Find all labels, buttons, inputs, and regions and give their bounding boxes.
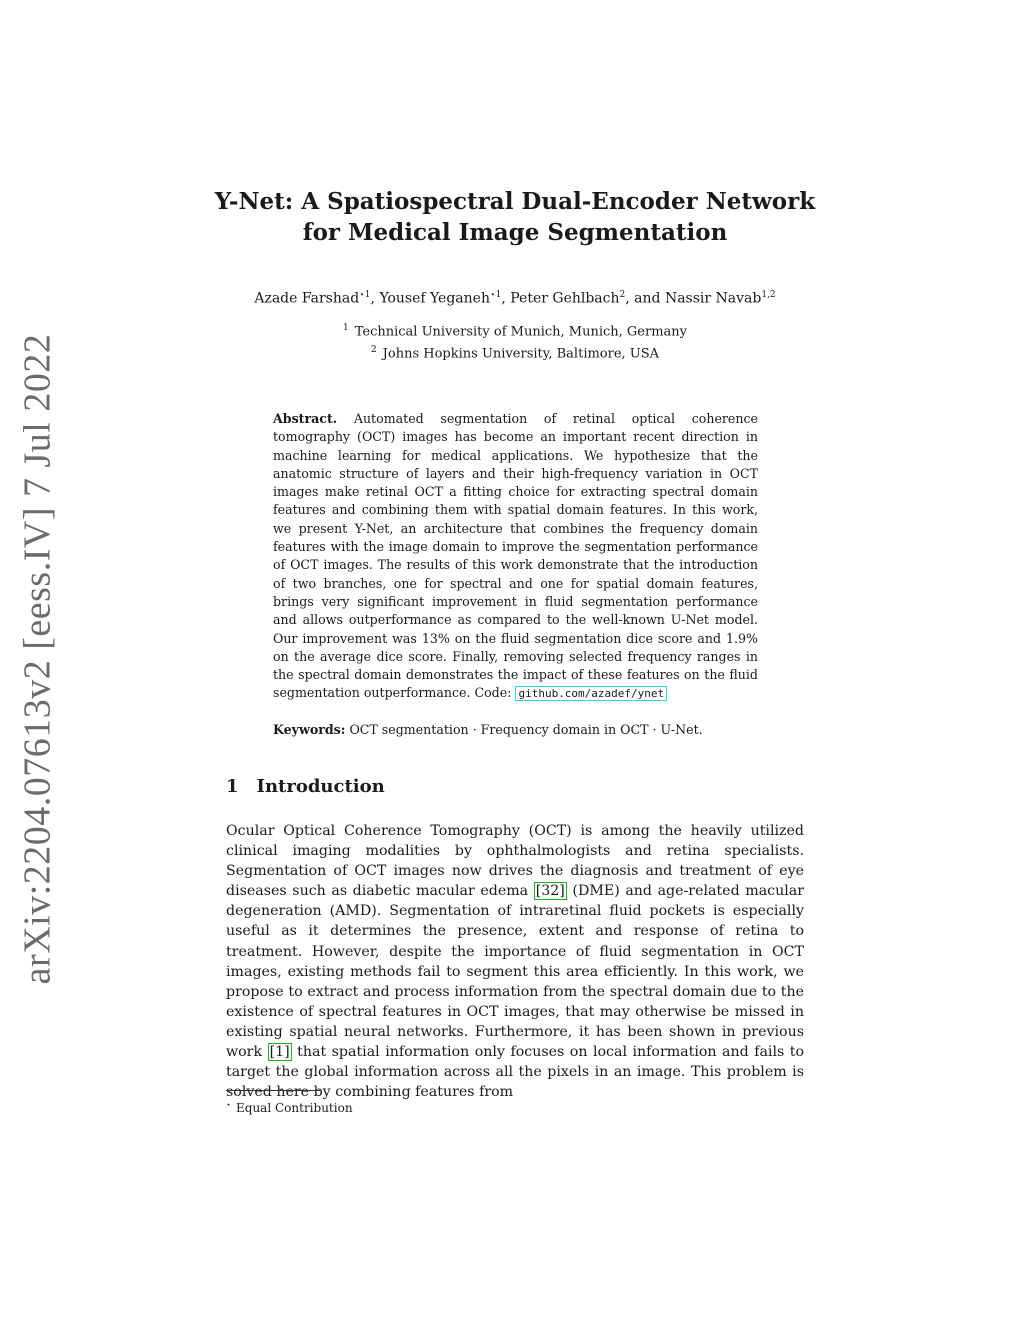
author-name: Peter Gehlbach <box>510 290 620 307</box>
citation-link[interactable]: [32] <box>535 883 565 900</box>
author-name: Nassir Navab <box>664 290 762 307</box>
author-affiliation-mark: 2 <box>619 290 626 300</box>
citation-link[interactable]: [1] <box>269 1044 290 1061</box>
intro-text: Ocular Optical Coherence Tomography (OCT) is among the heavily utilized clinical imaging modalities by ophthalmologists and retina specialists. Segmentation of OCT images now drives the diagnosis and treatment of eye diseases such as diabetic macular edema <box>226 823 804 900</box>
paper-title <box>140 186 890 248</box>
footnote-rule <box>226 1090 320 1091</box>
title-line-1: Y-Net: A Spatiospectral Dual-Encoder Network <box>214 188 816 215</box>
footnote-symbol: ⋆ <box>226 1100 232 1109</box>
author-separator: , <box>501 290 511 307</box>
affiliation-text: Johns Hopkins University, Baltimore, USA <box>382 346 660 362</box>
author-affiliation-mark: ⋆1 <box>489 290 502 300</box>
intro-text: that spatial information only focuses on local information and fails to target the global information across all the pixels in an image. This problem is solved here by combining features from <box>226 1044 804 1101</box>
abstract-text: Automated segmentation of retinal optical coherence tomography (OCT) images has become an important recent direction in machine learning for medical applications. We hypothesize that the anatomic structure of layers and their high-frequency variation in OCT images make retinal OCT a fitting choice for extracting spectral domain features and combining them with spatial domain features. In this work, we present Y-Net, an architecture that combines the frequency domain features with the image domain to improve the segmentation performance of OCT images. The results of this work demonstrate that the introduction of two branches, one for spectral and one for spatial domain features, brings very significant improvement in fluid segmentation performance and allows outperformance as compared to the well-known U-Net model. Our improvement was 13% on the fluid segmentation dice score and 1.9% on the average dice score. Finally, removing selected frequency ranges in the spectral domain demonstrates the impact of these features on the fluid segmentation outperformance. Code: <box>273 411 758 701</box>
title-line-2: for Medical Image Segmentation <box>302 219 728 246</box>
author-list <box>140 285 890 309</box>
keywords-text: OCT segmentation · Frequency domain in OCT · U-Net. <box>349 722 703 737</box>
affiliation-number: 2 <box>370 345 377 356</box>
author-separator: , <box>370 290 380 307</box>
section-number: 1 <box>226 776 239 797</box>
keywords <box>273 721 758 739</box>
code-link[interactable]: github.com/azadef/ynet <box>515 686 667 701</box>
footnote-text: Equal Contribution <box>236 1101 353 1115</box>
author-name: Yousef Yeganeh <box>379 290 490 307</box>
section-title: Introduction <box>256 776 385 797</box>
affiliation-number: 1 <box>343 323 349 333</box>
author-separator: , and <box>625 290 665 307</box>
affiliation-text: Technical University of Munich, Munich, Germany <box>354 324 687 340</box>
abstract <box>273 410 758 704</box>
affiliation-list <box>140 319 890 364</box>
section-heading <box>226 775 385 799</box>
intro-text: (DME) and age-related macular degeneration (AMD). Segmentation of intraretinal fluid pockets is especially useful as it determines the presence, extent and response of retina to treatment. However, despite the importance of fluid segmentation in OCT images, existing methods fail to segment this area efficiently. In this work, we propose to extract and process information from the spectral domain due to the existence of spectral features in OCT images, that may otherwise be missed in existing spatial neural networks. Furthermore, it has been shown in previous work <box>226 883 805 1061</box>
affiliation <box>140 341 890 363</box>
author-affiliation-mark: 1,2 <box>761 290 776 300</box>
author-affiliation-mark: ⋆1 <box>359 290 371 300</box>
keywords-label: Keywords: <box>273 722 346 737</box>
arxiv-identifier: arXiv:2204.07613v2 [eess.IV] 7 Jul 2022 <box>16 333 59 985</box>
footnote <box>226 1096 353 1117</box>
arxiv-sidebar <box>14 333 60 985</box>
affiliation <box>140 319 890 341</box>
introduction-paragraph <box>226 821 804 1102</box>
author-name: Azade Farshad <box>254 290 360 307</box>
abstract-label: Abstract. <box>273 411 338 426</box>
